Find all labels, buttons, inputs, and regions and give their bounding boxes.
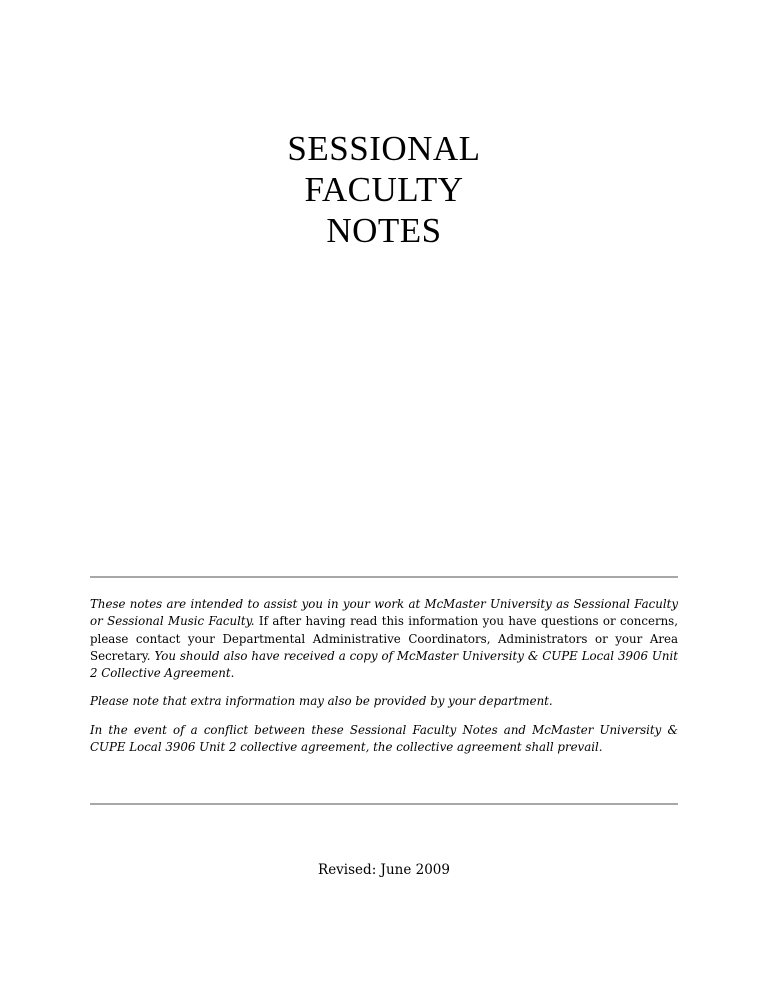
intro-italic-lead: These notes are intended to assist you in your work at McMaster University as Sessional Faculty or Sessional Music Faculty. [90,597,678,629]
conflict-paragraph: In the event of a conflict between these Sessional Faculty Notes and McMaster University & CUPE Local 3906 Unit 2 collective agreement, the collective agreement shall prevail. [90,722,678,755]
intro-contact-text: If after having read this information you have questions or concerns, please contact your Departmental Administrative Coordinators, Administrators or your Area Secretary. [90,614,678,663]
title-line-3: NOTES [326,211,442,250]
intro-italic-tail: You should also have received a copy of McMaster University & CUPE Local 3906 Unit 2 Collective Agreement. [90,648,678,681]
extra-info-paragraph: Please note that extra information may also be provided by your department. [90,694,553,709]
title-line-2: FACULTY [304,170,464,209]
revised-date: Revised: June 2009 [318,862,450,878]
bottom-divider [90,803,678,805]
top-divider [90,576,678,578]
notes-section [90,596,678,767]
intro-paragraph [90,596,678,682]
title-line-1: SESSIONAL [287,129,481,168]
page-title [0,128,768,251]
